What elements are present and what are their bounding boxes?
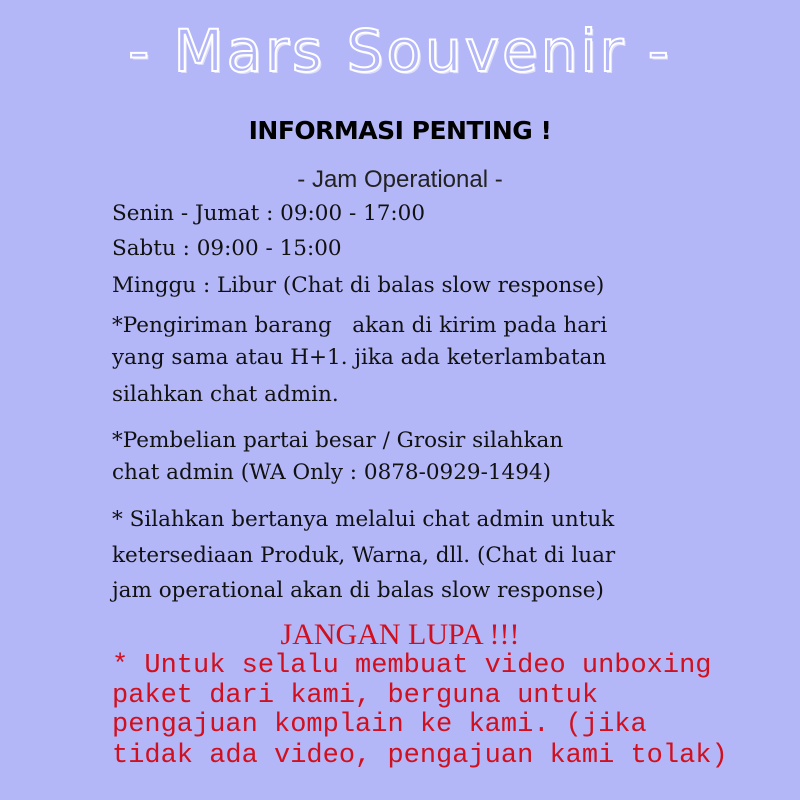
warning-line: pengajuan komplain ke kami. (jika xyxy=(112,710,647,740)
shipping-note-line: yang sama atau H+1. jika ada keterlambatan xyxy=(112,345,607,370)
hours-weekday: Senin - Jumat : 09:00 - 17:00 xyxy=(112,201,426,226)
hours-sunday: Minggu : Libur (Chat di balas slow response) xyxy=(112,273,605,298)
important-info-heading: INFORMASI PENTING ! xyxy=(248,116,552,145)
shipping-note-line: *Pengiriman barang akan di kirim pada hari xyxy=(112,313,608,338)
hours-saturday: Sabtu : 09:00 - 15:00 xyxy=(112,236,342,261)
warning-heading: JANGAN LUPA !!! xyxy=(280,618,520,651)
warning-line: paket dari kami, berguna untuk xyxy=(112,681,599,711)
warning-line: * Untuk selalu membuat video unboxing xyxy=(112,651,712,681)
inquiry-note-line: ketersediaan Produk, Warna, dll. (Chat di luar xyxy=(112,543,616,568)
inquiry-note-line: * Silahkan bertanya melalui chat admin untuk xyxy=(112,507,615,532)
wholesale-note-line: *Pembelian partai besar / Grosir silahkan xyxy=(112,428,564,453)
warning-line: tidak ada video, pengajuan kami tolak) xyxy=(112,741,728,771)
store-title: - Mars Souvenir - xyxy=(128,17,672,85)
shipping-note-line: silahkan chat admin. xyxy=(112,382,339,407)
wholesale-note-line: chat admin (WA Only : 0878-0929-1494) xyxy=(112,460,551,485)
inquiry-note-line: jam operational akan di balas slow response) xyxy=(112,578,604,603)
hours-heading: - Jam Operational - xyxy=(297,166,503,193)
